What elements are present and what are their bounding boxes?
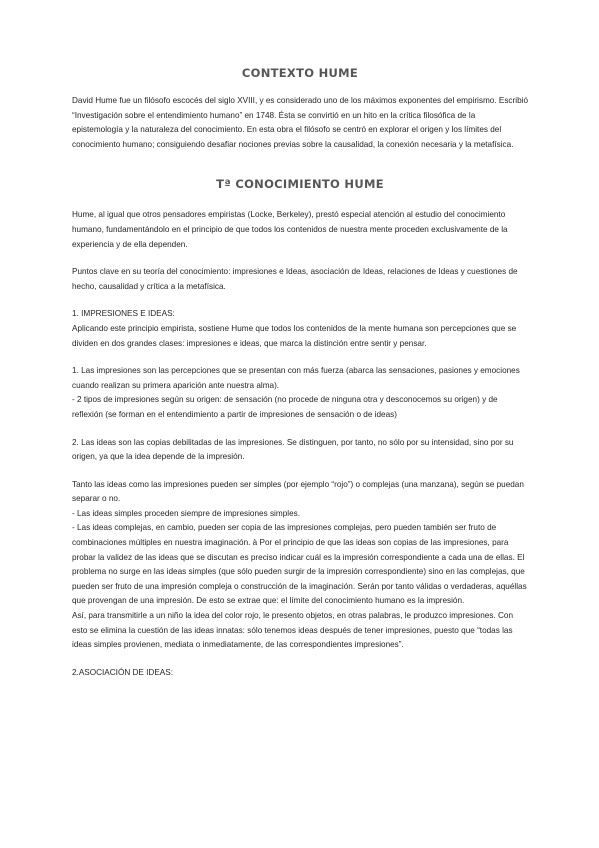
paragraph-ideas-complejas: - Las ideas complejas, en cambio, pueden ser copia de las impresiones complejas, pero pueden también ser fruto de combinaciones múltiples en nuestra imaginación. à Por el principio de que las ideas son copias de las impresiones, para probar la validez de las ideas que se discutan es preciso indicar cuál es la impresión correspondiente a cada una de ellas. El problema no surge en las ideas simples (que sólo pueden surgir de la impresión correspondiente) sino en las complejas, que pueden ser fruto de una impresión compleja o construcción de la imaginación. Serán por tanto válidas o verdaderas, aquéllas que provengan de una impresión. De esto se extrae que: el límite del conocimiento humano es la impresión. [72,523,527,606]
paragraph-ejemplo-nino: Así, para transmitirle a un niño la idea del color rojo, le presento objetos, en otras palabras, le produzco impresiones. Con esto se elimina la cuestión de las ideas innatas: sólo tenemos ideas después de tener impresiones, puesto que “todas las ideas simples provienen, mediata o inmediatamente, de las correspondientes impresiones”. [72,611,514,650]
paragraph-tipos-impresiones: - 2 tipos de impresiones según su origen: de sensación (no procede de ninguna otra y desconocemos su origen) y de reflexión (se forman en el entendimiento a partir de impresiones de sensación o de ideas) [72,395,498,419]
heading-impresiones-ideas: 1. IMPRESIONES E IDEAS: [72,309,175,319]
paragraph-simples-complejas: Tanto las ideas como las impresiones pueden ser simples (por ejemplo “rojo”) o complejas (una manzana), según se puedan separar o no. [72,479,524,504]
intro-paragraph: David Hume fue un filósofo escocés del siglo XVIII, y es considerado uno de los máximos exponentes del empirismo. Escribió “Investigación sobre el entendimiento humano” en 1748. Ésta se convirtió en un hito en la crítica filosófica de la epistemología y la naturaleza del conocimiento. En esta obra el filósofo se centró en explorar el origen y los límites del conocimiento humano; consiguiendo desafiar nociones previas sobre la causalidad, la conexión necesaria y la metafísica. [72,96,528,149]
document-content [72,66,528,693]
section-title-conocimiento: Tª CONOCIMIENTO HUME [216,177,384,192]
paragraph-ideas-simples: - Las ideas simples proceden siempre de impresiones simples. [72,508,300,518]
paragraph-puntos-clave: Puntos clave en su teoría del conocimiento: impresiones e Ideas, asociación de Ideas, relaciones de Ideas y cuestiones de hecho, causalidad y crítica a la metafísica. [72,267,518,291]
paragraph-empiristas: Hume, al igual que otros pensadores empiristas (Locke, Berkeley), prestó especial atención al estudio del conocimiento humano, fundamentándolo en el principio de que todos los contenidos de nuestra mente proceden exclusivamente de la experiencia y de ella dependen. [72,210,508,249]
paragraph-impresiones: 1. Las impresiones son las percepciones que se presentan con más fuerza (abarca las sensaciones, pasiones y emociones cuando realizan su primera aparición ante nuestra alma). [72,366,520,390]
paragraph-ideas-copias: 2. Las ideas son las copias debilitadas de las impresiones. Se distinguen, por tanto, no sólo por su intensidad, sino por su origen, ya que la idea depende de la impresión. [72,437,514,462]
section-title-contexto: CONTEXTO HUME [241,66,359,80]
heading-asociacion-ideas: 2.ASOCIACIÓN DE IDEAS: [72,667,174,677]
paragraph-principio-empirista: Aplicando este principio empirista, sostiene Hume que todos los contenidos de la mente humana son percepciones que se dividen en dos grandes clases: impresiones e ideas, que marca la distinción entre sentir y pensar. [72,323,517,348]
